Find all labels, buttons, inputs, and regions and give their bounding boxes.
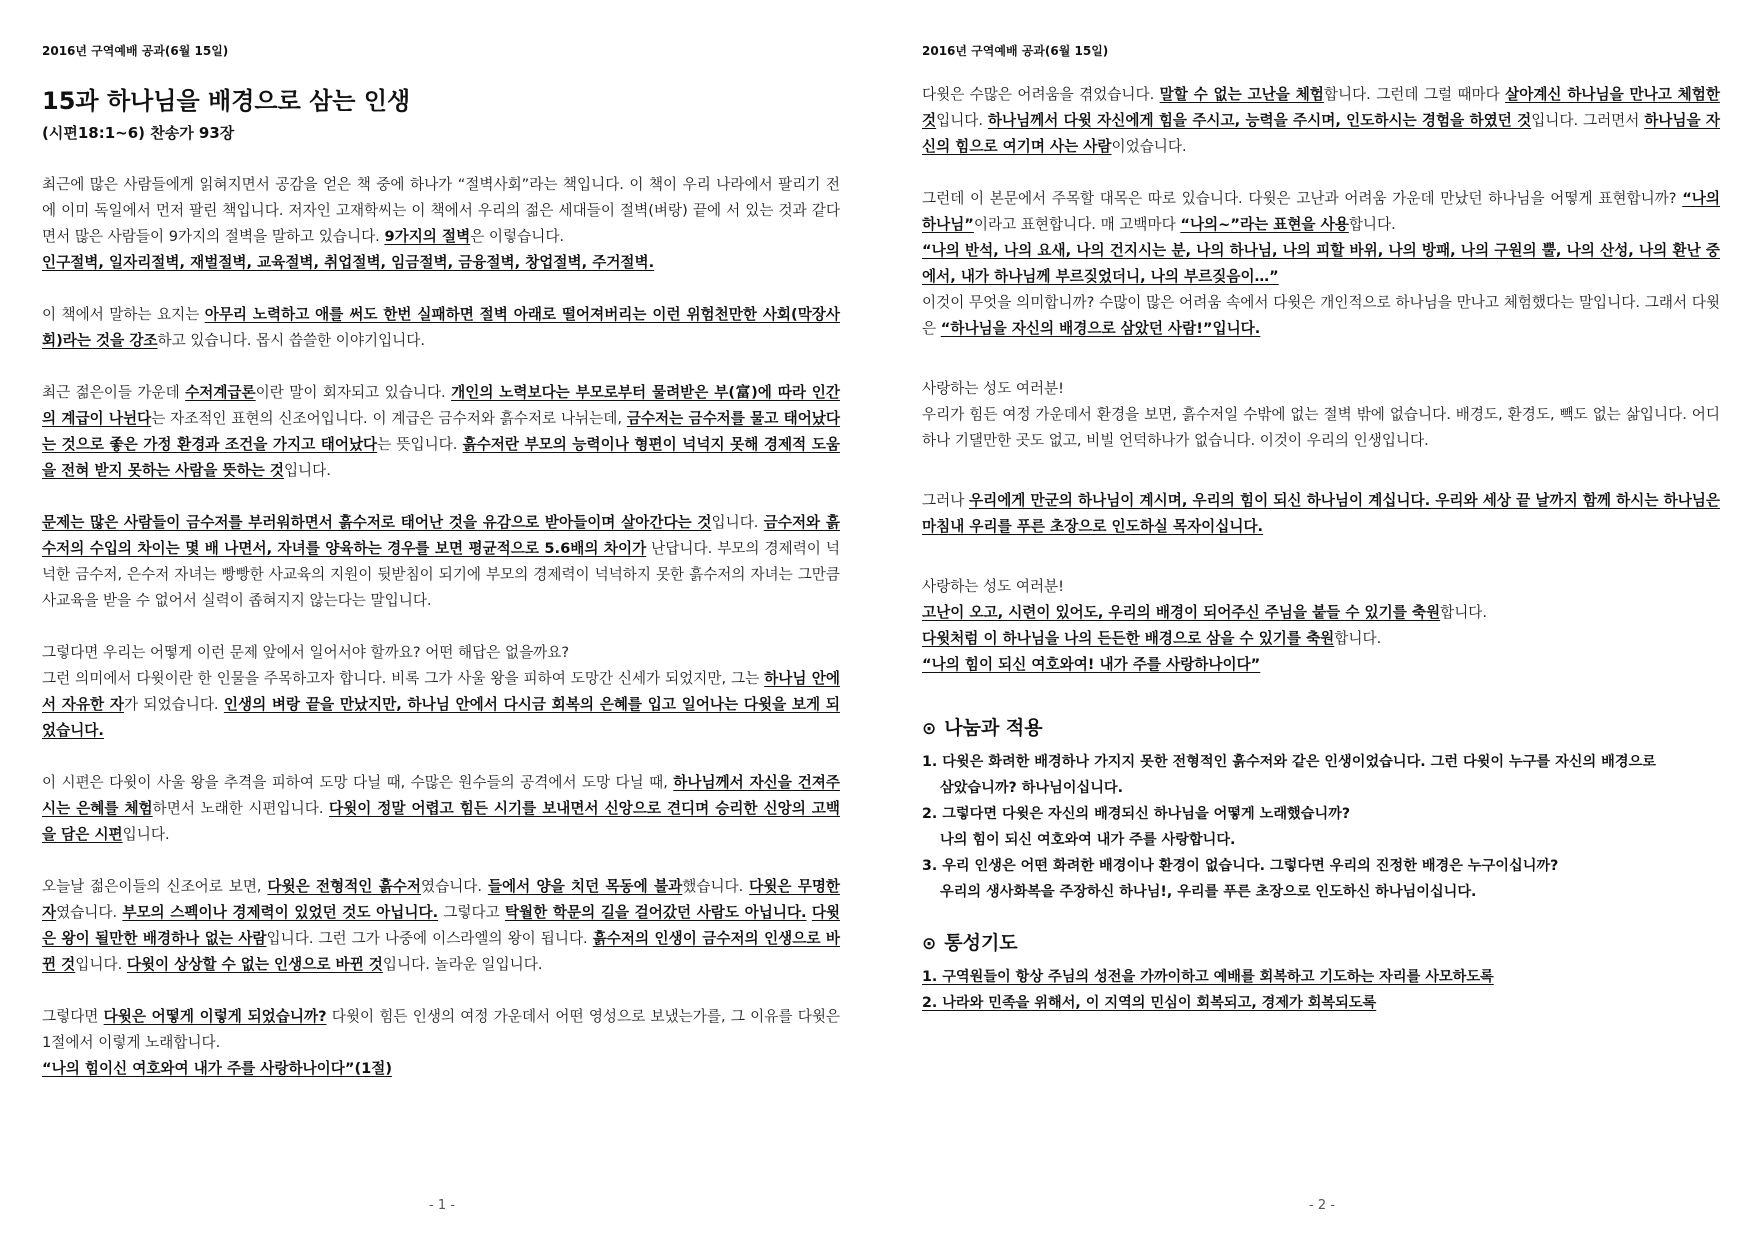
sharing-item: 우리의 생사화복을 주장하신 하나님!, 우리를 푸른 초장으로 인도하신 하나님이십니다. — [940, 884, 1477, 900]
circle-dot-icon: ⊙ — [922, 934, 937, 954]
page-header: 2016년 구역예배 공과(6월 15일) — [922, 44, 1109, 58]
paragraph-7: 오늘날 젊은이들의 신조어로 보면, 다윗은 전형적인 흙수저였습니다. 들에서 양을 치던 목동에 불과했습니다. 다윗은 무명한 자였습니다. 부모의 스펙이나 경제력이 있었던 것도 아닙니다. 그렇다고 탁월한 학문의 길을 걸어갔던 사람도 아닙니다. 다윗은 왕이 될만한 배경하나 없는 사람입니다. 그런 그가 나중에 이스라엘의 왕이 됩니다. 흙수저의 인생이 금수저의 인생으로 바뀐 것입니다. 다윗이 상상할 수 없는 인생으로 바뀐 것입니다. 놀라운 일입니다. — [42, 878, 841, 973]
sharing-item: 3. 우리 인생은 어떤 화려한 배경이나 환경이 없습니다. 그렇다면 우리의 진정한 배경은 누구이십니까? — [922, 858, 1559, 874]
paragraph-4: 그러나 우리에게 만군의 하나님이 계시며, 우리의 힘이 되신 하나님이 계십니다. 우리와 세상 끝 날까지 함께 하시는 하나님은 마침내 우리를 푸른 초장으로 인도하실 목자이십니다. — [922, 492, 1721, 535]
paragraph-5: 사랑하는 성도 여러분! 고난이 오고, 시련이 있어도, 우리의 배경이 되어주신 주님을 붙들 수 있기를 축원합니다. 다윗처럼 이 하나님을 나의 든든한 배경으로 삼을 수 있기를 축원합니다. “나의 힘이 되신 여호와여! 내가 주를 사랑하나이다” — [922, 574, 1720, 678]
paragraph-1: 최근에 많은 사람들에게 읽혀지면서 공감을 얻은 책 중에 하나가 “절벽사회”라는 책입니다. 이 책이 우리 나라에서 팔리기 전에 이미 독일에서 먼저 팔린 책입니다. 저자인 고재학씨는 이 책에서 우리의 젊은 세대들이 절벽(벼랑) 끝에 서 있는 것과 같다면서 많은 사람들이 9가지의 절벽을 말하고 있습니다. 9가지의 절벽은 이렇습니다. — [42, 176, 840, 245]
paragraph-4: 문제는 많은 사람들이 금수저를 부러워하면서 흙수저로 태어난 것을 유감으로 받아들이며 살아간다는 것입니다. 금수저와 흙수저의 수입의 차이는 몇 배 나면서, 자녀를 양육하는 경우를 보면 평균적으로 5.6배의 차이가 난답니다. 부모의 경제력이 넉넉한 금수저, 은수저 자녀는 빵빵한 사교육의 지원이 뒷받침이 되기에 부모의 경제력이 넉넉하지 못한 흙수저의 자녀는 그만큼 사교육을 받을 수 없어서 실력이 좁혀지지 않는다는 말입니다. — [42, 514, 840, 609]
paragraph-6: 이 시편은 다윗이 사울 왕을 추격을 피하여 도망 다닐 때, 수많은 원수들의 공격에서 도망 다닐 때, 하나님께서 자신을 건져주시는 은혜를 체험하면서 노래한 시편입니다. 다윗이 정말 어렵고 힘든 시기를 보내면서 신앙으로 견디며 승리한 신앙의 고백을 담은 시편입니다. — [42, 774, 840, 843]
page-1-content — [42, 82, 840, 1082]
prayer-item: 1. 구역원들이 항상 주님의 성전을 가까이하고 예배를 회복하고 기도하는 자리를 사모하도록 — [922, 969, 1494, 985]
lesson-title: 15과 하나님을 배경으로 삼는 인생 — [42, 87, 411, 115]
page-1 — [42, 0, 842, 1240]
my-god-quote: “나의 반석, 나의 요새, 나의 건지시는 분, 나의 하나님, 나의 피할 바위, 나의 방패, 나의 구원의 뿔, 나의 산성, 나의 환난 중에서, 내가 하나님께 부르짖었더니, 나의 부르짖음이…” — [922, 242, 1720, 285]
sharing-item: 삼았습니까? 하나님이십니다. — [940, 780, 1124, 796]
page-2-content — [922, 82, 1720, 1016]
paragraph-2: 그런데 이 본문에서 주목할 대목은 따로 있습니다. 다윗은 고난과 어려움 가운데 만났던 하나님을 어떻게 표현합니까? “나의 하나님”이라고 표현합니다. 매 고백마다 “나의~”라는 표현을 사용합니다. “나의 반석, 나의 요새, 나의 건지시는 분, 나의 하나님, 나의 피할 바위, 나의 방패, 나의 구원의 뿔, 나의 산성, 나의 환난 중에서, 내가 하나님께 부르짖었더니, 나의 부르짖음이…” 이것이 무엇을 의미합니까? 수많이 많은 어려움 속에서 다윗은 개인적으로 하나님을 만나고 체험했다는 말입니다. 그래서 다윗은 “하나님을 자신의 배경으로 삼았던 사람!”입니다. — [922, 190, 1720, 337]
prayer-item: 2. 나라와 민족을 위해서, 이 지역의 민심이 회복되고, 경제가 회복되도록 — [922, 995, 1377, 1011]
emphasis: 아무리 노력하고 애를 써도 한번 실패하면 절벽 아래로 떨어져버리는 이런 위험천만한 사회(막장사회)라는 것을 강조 — [42, 306, 840, 349]
page-number: - 1 - — [429, 1198, 455, 1213]
emphasis: 9가지의 절벽 — [384, 228, 471, 245]
page-2 — [922, 0, 1722, 1240]
verse-quote: “나의 힘이신 여호와여 내가 주를 사랑하나이다” — [42, 1060, 355, 1077]
sharing-item: 나의 힘이 되신 여호와여 내가 주를 사랑합니다. — [940, 832, 1236, 848]
sharing-item: 2. 그렇다면 다윗은 자신의 배경되신 하나님을 어떻게 노래했습니까? — [922, 806, 1351, 822]
cliff-list: 인구절벽, 일자리절벽, 재벌절벽, 교육절벽, 취업절벽, 임금절벽, 금융절벽, 창업절벽, 주거절벽. — [42, 254, 655, 271]
paragraph-5: 그렇다면 우리는 어떻게 이런 문제 앞에서 일어서야 할까요? 어떤 해답은 없을까요? 그런 의미에서 다윗이란 한 인물을 주목하고자 합니다. 비록 그가 사울 왕을 피하여 도망간 신세가 되었지만, 그는 하나님 안에서 자유한 자가 되었습니다. 인생의 벼랑 끝을 만났지만, 하나님 안에서 다시금 회복의 은혜를 입고 일어나는 다윗을 보게 되었습니다. — [42, 644, 840, 739]
sharing-item: 1. 다윗은 화려한 배경하나 가지지 못한 전형적인 흙수저와 같은 인생이었습니다. 그런 다윗이 누구를 자신의 배경으로 — [922, 754, 1656, 770]
page-header: 2016년 구역예배 공과(6월 15일) — [42, 44, 229, 58]
paragraph-3: 최근 젊은이들 가운데 수저계급론이란 말이 회자되고 있습니다. 개인의 노력보다는 부모로부터 물려받은 부(富)에 따라 인간의 계급이 나뉜다는 자조적인 표현의 신조어입니다. 이 계급은 금수저와 흙수저로 나뉘는데, 금수저는 금수저를 물고 태어났다는 것으로 좋은 가정 환경과 조건을 가지고 태어났다는 뜻입니다. 흙수저란 부모의 능력이나 형편이 넉넉지 못해 경제적 도움을 전혀 받지 못하는 사람을 뜻하는 것입니다. — [42, 384, 841, 479]
scripture-reference: (시편18:1~6) 찬송가 93장 — [42, 124, 235, 142]
circle-dot-icon: ⊙ — [922, 719, 937, 739]
closing-quote: “나의 힘이 되신 여호와여! 내가 주를 사랑하나이다” — [922, 656, 1261, 673]
sharing-section-title: ⊙ 나눔과 적용 — [922, 717, 1043, 739]
paragraph-1: 다윗은 수많은 어려움을 겪었습니다. 말할 수 없는 고난을 체험합니다. 그런데 그럴 때마다 살아계신 하나님을 만나고 체험한 것입니다. 하나님께서 다윗 자신에게 힘을 주시고, 능력을 주시며, 인도하시는 경험을 하였던 것입니다. 그러면서 하나님을 자신의 힘으로 여기며 사는 사람이었습니다. — [922, 86, 1720, 155]
paragraph-8: 그렇다면 다윗은 어떻게 이렇게 되었습니까? 다윗이 힘든 인생의 여정 가운데서 어떤 영성으로 보냈는가를, 그 이유를 다윗은 1절에서 이렇게 노래합니다. “나의 힘이신 여호와여 내가 주를 사랑하나이다”(1절) — [42, 1008, 841, 1077]
page-number: - 2 - — [1309, 1198, 1335, 1213]
prayer-section-title: ⊙ 통성기도 — [922, 932, 1018, 954]
paragraph-3: 사랑하는 성도 여러분! 우리가 힘든 여정 가운데서 환경을 보면, 흙수저일 수밖에 없는 절벽 밖에 없습니다. 배경도, 환경도, 빽도 없는 삶입니다. 어디 하나 기댈만한 곳도 없고, 비빌 언덕하나가 없습니다. 이것이 우리의 인생입니다. — [922, 380, 1720, 449]
paragraph-2: 이 책에서 말하는 요지는 아무리 노력하고 애를 써도 한번 실패하면 절벽 아래로 떨어져버리는 이런 위험천만한 사회(막장사회)라는 것을 강조하고 있습니다. 몹시 씁쓸한 이야기입니다. — [42, 306, 840, 349]
